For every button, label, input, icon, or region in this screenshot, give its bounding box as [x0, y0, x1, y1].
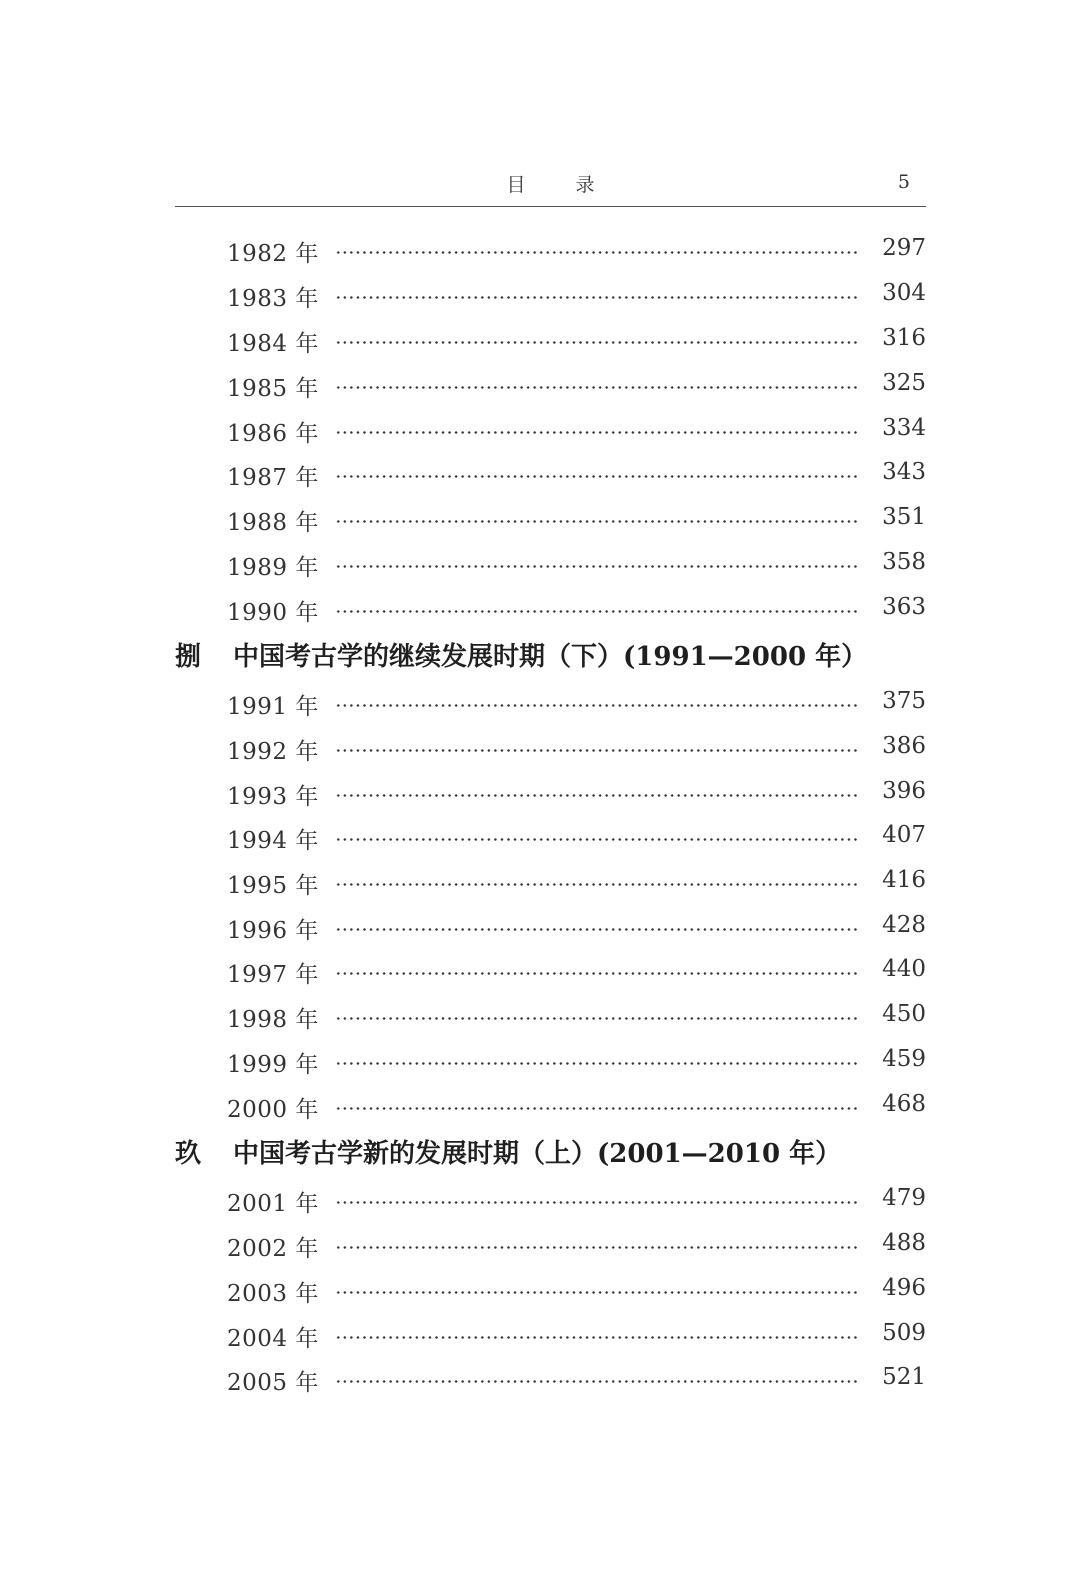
toc-entry-page: 459: [882, 1046, 926, 1072]
toc-entry[interactable]: [227, 733, 926, 767]
toc-entry-year: 1984 年: [227, 331, 319, 357]
toc-entry[interactable]: [227, 688, 926, 722]
toc-entry-year: 2004 年: [227, 1326, 319, 1352]
toc-entry[interactable]: [227, 1001, 926, 1035]
section-heading-8[interactable]: [175, 636, 926, 676]
toc-entry-year: 1989 年: [227, 555, 319, 581]
toc-entry-page: 316: [882, 325, 926, 351]
toc-entry[interactable]: [227, 235, 926, 269]
toc-entry-year: 1985 年: [227, 376, 319, 402]
toc-entry[interactable]: [227, 415, 926, 449]
dot-leader: [335, 565, 859, 568]
toc-entry-year: 2001 年: [227, 1191, 319, 1217]
toc-entry[interactable]: [227, 822, 926, 856]
toc-entry[interactable]: [227, 1185, 926, 1219]
section-title: 中国考古学新的发展时期（上）(2001—2010 年）: [233, 1139, 842, 1169]
toc-entry-page: 304: [882, 280, 926, 306]
toc-entry-page: 440: [882, 956, 926, 982]
toc-entry-page: 496: [882, 1275, 926, 1301]
dot-leader: [335, 1291, 859, 1294]
dot-leader: [335, 251, 859, 254]
toc-entry[interactable]: [227, 459, 926, 493]
toc-entry-year: 2002 年: [227, 1236, 319, 1262]
toc-entry[interactable]: [227, 370, 926, 404]
toc-entry[interactable]: [227, 1230, 926, 1264]
toc-entry-page: 468: [882, 1091, 926, 1117]
toc-entry-year: 1997 年: [227, 962, 319, 988]
dot-leader: [335, 883, 859, 886]
toc-entry-page: 521: [882, 1364, 926, 1390]
section-heading-9[interactable]: [175, 1133, 926, 1173]
dot-leader: [335, 1107, 859, 1110]
dot-leader: [335, 928, 859, 931]
toc-entry-page: 351: [882, 504, 926, 530]
toc-entry[interactable]: [227, 778, 926, 812]
dot-leader: [335, 475, 859, 478]
toc-entry-year: 2003 年: [227, 1281, 319, 1307]
toc-entry[interactable]: [227, 280, 926, 314]
toc-entry-year: 1983 年: [227, 286, 319, 312]
toc-entry-page: 416: [882, 867, 926, 893]
toc-entry[interactable]: [227, 1364, 926, 1398]
dot-leader: [335, 431, 859, 434]
toc-entry-page: 386: [882, 733, 926, 759]
section-title: 中国考古学的继续发展时期（下）(1991—2000 年）: [233, 642, 868, 672]
toc-entry-year: 1987 年: [227, 465, 319, 491]
toc-entry-page: 363: [882, 594, 926, 620]
dot-leader: [335, 1201, 859, 1204]
toc-entry[interactable]: [227, 1091, 926, 1125]
toc-entry-page: 428: [882, 912, 926, 938]
dot-leader: [335, 341, 859, 344]
running-header: [175, 168, 926, 207]
dot-leader: [335, 1380, 859, 1383]
toc-entry-year: 1995 年: [227, 873, 319, 899]
dot-leader: [335, 704, 859, 707]
toc-entry-page: 334: [882, 415, 926, 441]
dot-leader: [335, 520, 859, 523]
toc-entry-year: 1999 年: [227, 1052, 319, 1078]
toc-entry[interactable]: [227, 867, 926, 901]
toc-entry[interactable]: [227, 1275, 926, 1309]
toc-entry-page: 375: [882, 688, 926, 714]
toc-entry-page: 407: [882, 822, 926, 848]
dot-leader: [335, 838, 859, 841]
toc-entry-page: 396: [882, 778, 926, 804]
toc-entry-page: 450: [882, 1001, 926, 1027]
toc-entry[interactable]: [227, 325, 926, 359]
toc-entry-page: 479: [882, 1185, 926, 1211]
toc-entry-year: 1991 年: [227, 694, 319, 720]
dot-leader: [335, 1246, 859, 1249]
toc-entry-year: 1994 年: [227, 828, 319, 854]
toc-entry[interactable]: [227, 1320, 926, 1354]
section-number: 捌: [175, 642, 202, 672]
dot-leader: [335, 794, 859, 797]
toc-entry[interactable]: [227, 549, 926, 583]
toc-entry-page: 325: [882, 370, 926, 396]
toc-entry-year: 2000 年: [227, 1097, 319, 1123]
toc-entry-year: 1982 年: [227, 241, 319, 267]
toc-entry-page: 343: [882, 459, 926, 485]
dot-leader: [335, 1062, 859, 1065]
toc-entry-year: 1992 年: [227, 739, 319, 765]
dot-leader: [335, 749, 859, 752]
toc-entry[interactable]: [227, 912, 926, 946]
toc-entry[interactable]: [227, 1046, 926, 1080]
toc-entry-page: 297: [882, 235, 926, 261]
dot-leader: [335, 1017, 859, 1020]
dot-leader: [335, 386, 859, 389]
dot-leader: [335, 972, 859, 975]
dot-leader: [335, 1336, 859, 1339]
toc-entry-year: 1988 年: [227, 510, 319, 536]
toc-entry-year: 1996 年: [227, 918, 319, 944]
toc-entry-page: 509: [882, 1320, 926, 1346]
header-page-number: 5: [897, 171, 910, 193]
toc-entry-year: 2005 年: [227, 1370, 319, 1396]
toc-entry-year: 1998 年: [227, 1007, 319, 1033]
toc-entry-page: 358: [882, 549, 926, 575]
toc-entry-year: 1986 年: [227, 421, 319, 447]
dot-leader: [335, 610, 859, 613]
section-number: 玖: [175, 1139, 202, 1169]
toc-entry[interactable]: [227, 956, 926, 990]
toc-entry-year: 1990 年: [227, 600, 319, 626]
header-title: 目 录: [506, 174, 617, 196]
toc-entry-page: 488: [882, 1230, 926, 1256]
toc-entry[interactable]: [227, 504, 926, 538]
toc-entry[interactable]: [227, 594, 926, 628]
toc-entry-year: 1993 年: [227, 784, 319, 810]
dot-leader: [335, 296, 859, 299]
